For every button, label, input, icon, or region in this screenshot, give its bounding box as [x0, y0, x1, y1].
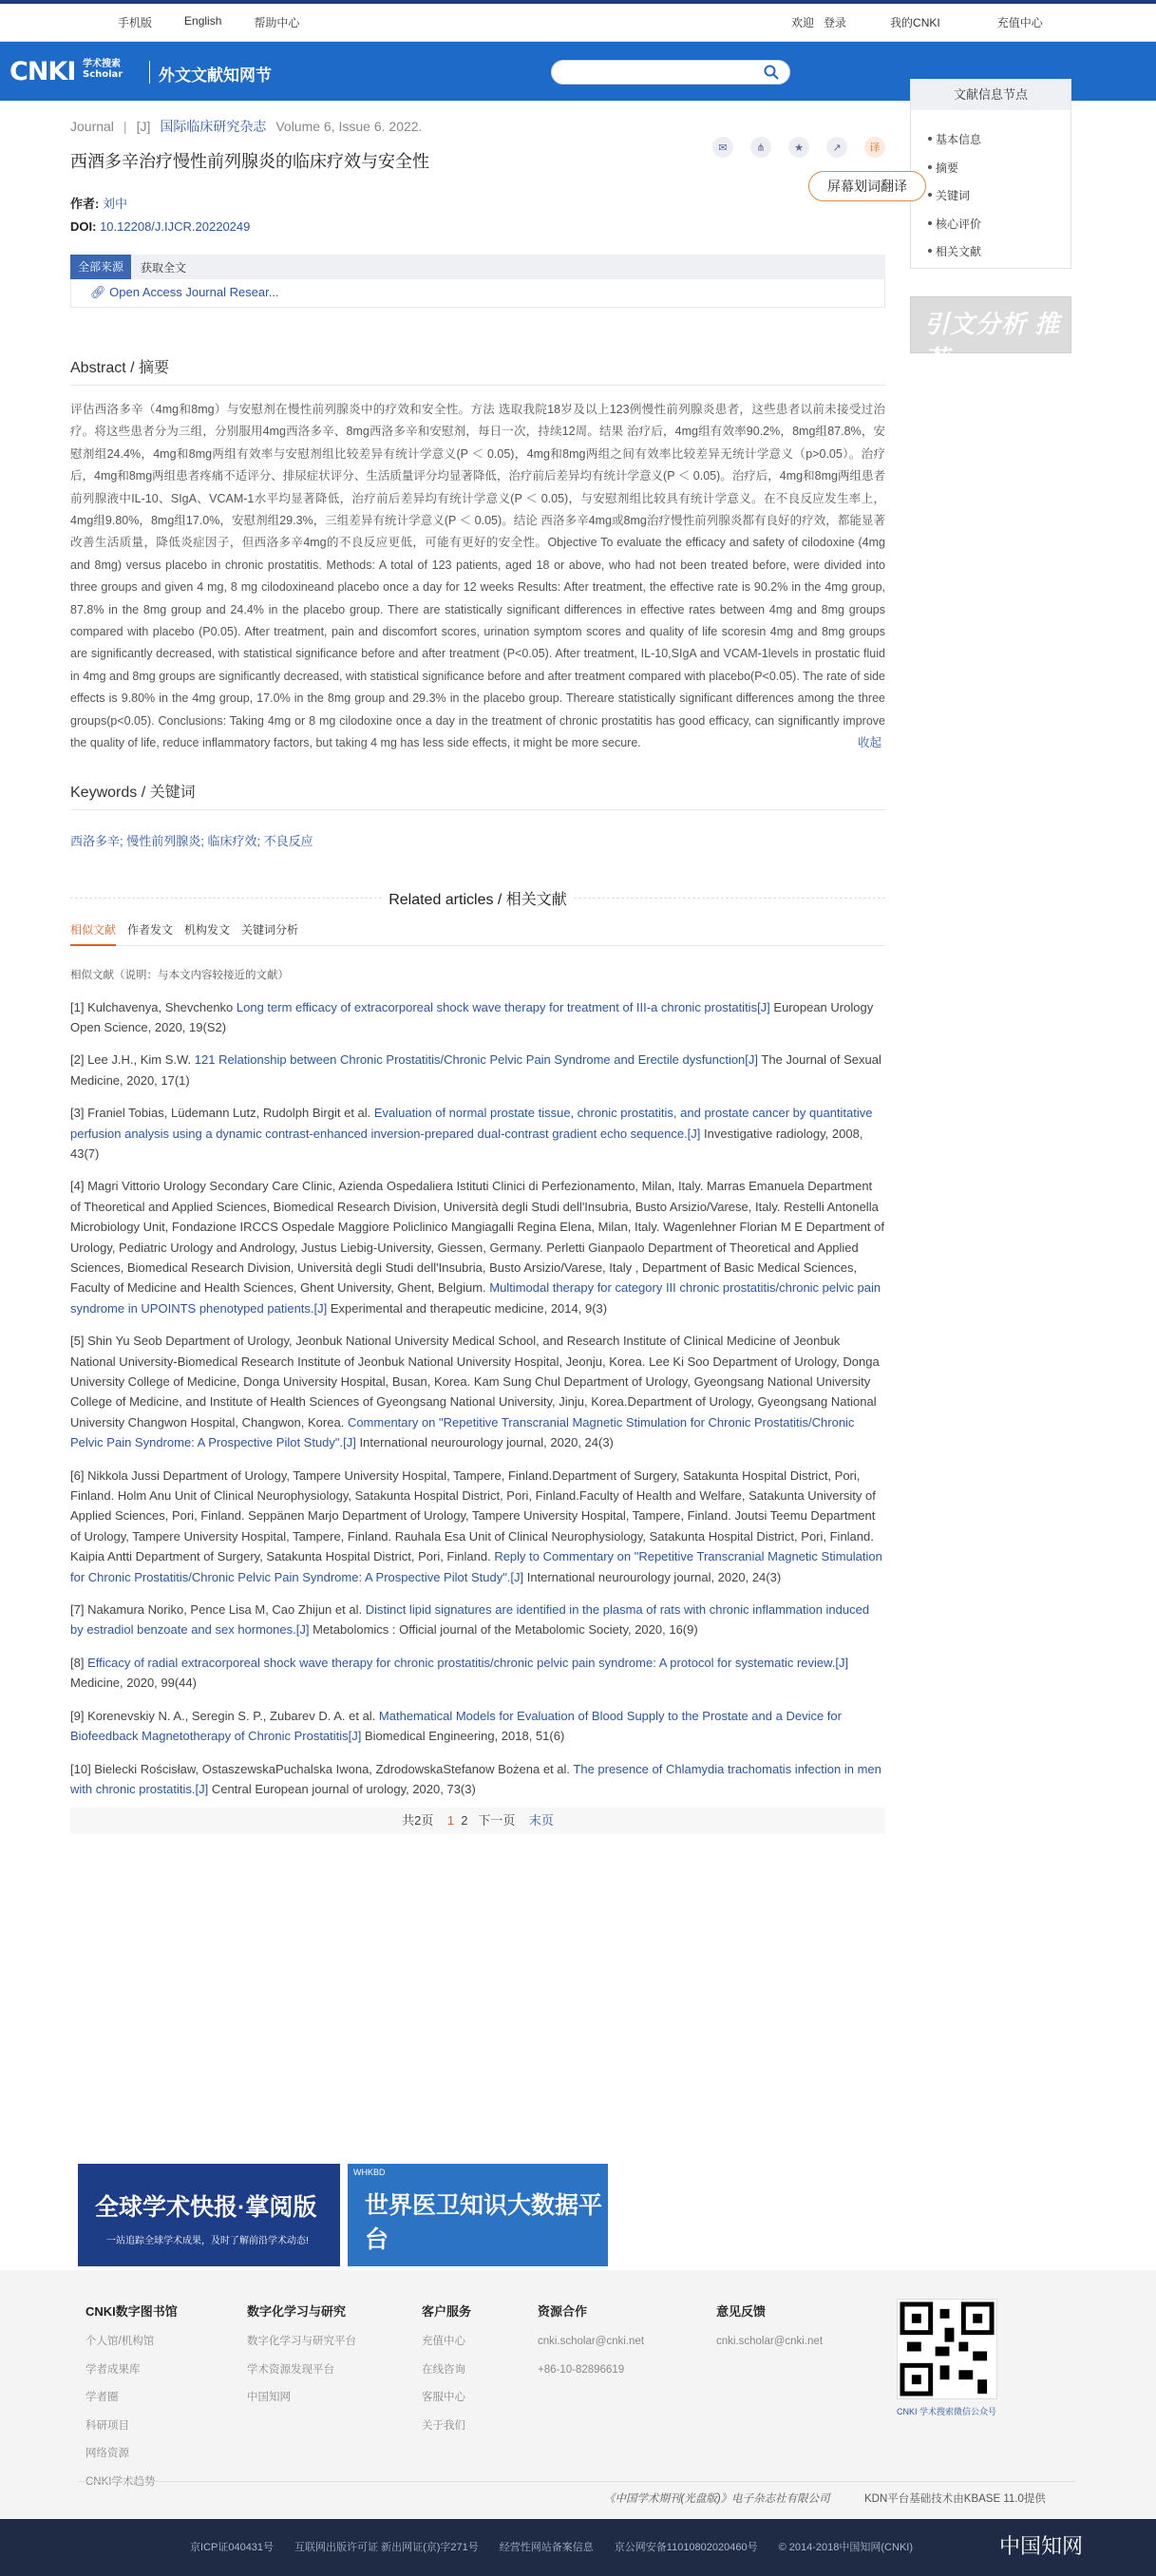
search-input[interactable] [551, 60, 790, 85]
recharge-link[interactable]: 充值中心 [996, 16, 1043, 29]
doi-row: DOI: 10.12208/J.IJCR.20220249 [70, 219, 251, 234]
open-access-link[interactable]: Open Access Journal Resear... [109, 285, 279, 299]
footer-link[interactable]: 学术资源发现平台 [247, 2363, 334, 2376]
footer-link[interactable]: 学者成果库 [85, 2363, 141, 2376]
cnki-logo[interactable]: CNKI 学术搜索 Scholar [9, 57, 123, 86]
qr-code [897, 2299, 997, 2399]
reference-link[interactable]: 121 Relationship between Chronic Prostatitis/Chronic Pelvic Pain Syndrome and Erectile dysfunction[J] [194, 1052, 759, 1068]
reference-item: [4] Magri Vittorio Urology Secondary Care Clinic, Azienda Ospedaliera Istituti Clinici di Perfezionamento, Milan, Italy. Marras Emanuela Department of Theoretical and Applied Sciences, Biomedical Research Division, Università degli Studi dell'Insubria, Busto Arsizio/Varese, Italy. Restelli Antonella Microbiology Unit, Fondazione IRCCS Ospedale Maggiore Policlinico Mangiagalli Regina Elena, Milan, Italy. Wagenlehner Florian M E Department of Urology, Pediatric Urology and Andrology, Justus Liebig-University, Giessen, Germany. Perletti Gianpaolo Department of Theoretical and Applied Sciences, Biomedical Research Division, Università degli Studi dell'Insubria, Busto Arsizio/Varese, Italy , Department of Basic Medical Sciences, Faculty of Medicine and Health Sciences, Ghent University, Ghent, Belgium. Multimodal therapy for category III chronic prostatitis/chronic pelvic pain syndrome in UPOINTS phenotyped patients.[J] Experimental and therapeutic medicine, 2014, 9(3) [70, 1179, 884, 1316]
keywords-links[interactable]: 西洛多辛; 慢性前列腺炎; 临床疗效; 不良反应 [70, 833, 313, 848]
my-cnki-link[interactable]: 我的CNKI [890, 16, 940, 29]
reference-link[interactable]: Evaluation of normal prostate tissue, chronic prostatitis, and prostate cancer by quantitative perfusion analysis using a dynamic contrast-enhanced inversion-prepared dual-contrast gradient echo sequence.[J] [70, 1106, 873, 1141]
nav-related[interactable]: 相关文献 [936, 243, 1071, 272]
related-heading: Related articles / 相关文献 [70, 887, 885, 908]
author-row: 作者: 刘中 [70, 197, 127, 211]
reference-link[interactable]: Mathematical Models for Evaluation of Blood Supply to the Prostate and a Device for Biofeedback Magnetotherapy of Chronic Prostatitis[J] [70, 1708, 842, 1744]
abstract-text: 评估西洛多辛（4mg和8mg）与安慰剂在慢性前列腺炎中的疗效和安全性。方法 选取我院18岁及以上123例慢性前列腺炎患者，这些患者以前未接受过治疗。将这些患者分为三组，分别服用4mg西洛多辛、8mg西洛多辛和安慰剂，每日一次，持续12周。结果 治疗后，4mg组有效率90.2%，8mg组87.8%，安慰剂组24.4%，4mg和8mg两组有效率与安慰剂组比较差异有统计学意义(P ＜ 0.05)，4mg和8mg两组之间有效率比较差异无统计学意义（p>0.05）。治疗后，4mg和8mg两组患者疼痛不适评分、排尿症状评分、生活质量评分均显著降低，治疗前后差异均有统计学意义(P ＜ 0.05)。治疗后，4mg和8mg两组患者前列腺液中IL-10、SIgA、VCAM-1水平均显著降低，治疗前后差异均有统计学意义(P ＜ 0.05)，与安慰剂组比较具有统计学意义。在不良反应发生率上，4mg组9.80%，8mg组17.0%，安慰剂组29.3%，三组差异有统计学意义(P ＜ 0.05)。结论 西洛多辛4mg或8mg治疗慢性前列腺炎都有良好的疗效，都能显著改善生活质量，降低炎症因子，但西洛多辛4mg的不良反应更低，可能有更好的安全性。Objective To evaluate the efficacy and safety of cilodoxine (4mg and 8mg) versus placebo in chronic prostatitis. Methods: A total of 123 patients, aged 18 or above, who had not been treated before, were divided into three groups and given 4 mg, 8 mg cilodoxineand placebo once a day for 12 weeks Results: After treatment, the effective rate is 90.2% in the 4mg group, 87.8% in the 8mg group and 24.4% in the placebo group. There are statistically significant differences in effective rates between 4mg and 8mg groups compared with placebo (P0.05). After treatment, pain and discomfort scores, urination symptom scores and quality of life scoresin 4mg and 8mg groups are significantly decreased, with statistical significance before and after treatment (P<0.05). After treatment, IL-10,SIgA and VCAM-1levels in prostatic fluid in 4mg and 8mg groups are significantly decreased, with statistical significance before and after treatment compared with placebo(P<0.05). The rate of side effects is 9.80% in the 4mg group, 17.0% in the 8mg group and 29.3% in the placebo group. Thereare statistically significant differences among the three groups(p<0.05). Conclusions: Taking 4mg or 8 mg cilodoxine once a day in the treatment of chronic prostatitis has good efficacy, can significantly improve the quality of life, reduce inflammatory factors, but taking 4 mg has less side effects, it might be more secure. [70, 403, 885, 750]
nav-keywords[interactable]: 关键词 [936, 187, 1071, 216]
tab-similar[interactable]: 相似文献 [70, 921, 116, 946]
scholar-express-banner[interactable]: 全球学术快报·掌阅版 一站追踪全球学术成果，及时了解前沿学术动态! [78, 2164, 340, 2266]
open-access-row [70, 279, 885, 308]
reference-item: [9] Korenevskiy N. A., Seregin S. P., Zubarev D. A. et al. Mathematical Models for Evaluation of Blood Supply to the Prostate and a Device for Biofeedback Magnetotherapy of Chronic Prostatitis[J] Biomedical Engineering, 2018, 51(6) [70, 1708, 842, 1744]
cnki-brand-logo: 中国知网 [999, 2535, 1084, 2559]
article-meta: Journal | [J] 国际临床研究杂志 Volume 6, Issue 6. 2022. [70, 119, 423, 134]
logo-divider [149, 61, 150, 84]
reference-link[interactable]: Long term efficacy of extracorporeal shock wave therapy for treatment of III-a chronic prostatitis[J] [236, 999, 770, 1014]
volume-info: Volume 6, Issue 6. 2022. [275, 119, 423, 134]
page-total: 共2页 [402, 1813, 434, 1828]
reference-item: [10] Bielecki Rościsław, OstaszewskaPuchalska Iwona, ZdrodowskaStefanow Bożena et al. The presence of Chlamydia trachomatis infection in men with chronic prostatitis.[J] Central European journal of urology, 2020, 73(3) [70, 1761, 881, 1796]
reference-item: [8] Efficacy of radial extracorporeal shock wave therapy for chronic prostatitis/chronic pelvic pain syndrome: A protocol for systematic review.[J] Medicine, 2020, 99(44) [70, 1655, 849, 1691]
reference-item: [6] Nikkola Jussi Department of Urology, Tampere University Hospital, Tampere, Finland.Department of Surgery, Satakunta Hospital District, Pori, Finland. Holm Anu Unit of Clinical Neurophysiology, Satakunta Hospital District, Pori, Finland.Faculty of Health and Welfare, Satakunta University of Applied Sciences, Pori, Finland. Seppänen Marjo Department of Urology, Tampere University Hospital, Tampere, Finland. Joutsi Teemu Department of Urology, Tampere University Hospital, Tampere, Finland. Rauhala Esa Unit of Clinical Neurophysiology, Satakunta Hospital District, Pori, Finland. Kaipia Antti Department of Surgery, Satakunta Hospital District, Pori, Finland. Reply to Commentary on "Repetitive Transcranial Magnetic Stimulation for Chronic Prostatitis/Chronic Pelvic Pain Syndrome: A Prospective Pilot Study".[J] International neurourology journal, 2020, 24(3) [70, 1468, 882, 1584]
reference-list [70, 997, 885, 1800]
translate-icon[interactable]: 译 [864, 137, 885, 158]
footer-link[interactable]: 科研项目 [85, 2419, 129, 2432]
footer-link[interactable]: 网络资源 [85, 2448, 129, 2459]
pagination [70, 1808, 885, 1834]
reference-item: [2] Lee J.H., Kim S.W. 121 Relationship between Chronic Prostatitis/Chronic Pelvic Pain Syndrome and Erectile dysfunction[J] The Journal of Sexual Medicine, 2020, 17(1) [70, 1052, 881, 1088]
keywords-list [70, 831, 885, 849]
reference-item: [7] Nakamura Noriko, Pence Lisa M, Cao Zhijun et al. Distinct lipid signatures are identified in the plasma of rats with chronic inflammation induced by estradiol benzoate and sex hormones.[J] Metabolomics : Official journal of the Metabolomic Society, 2020, 16(9) [70, 1602, 870, 1638]
abstract-body [70, 399, 885, 755]
reference-link[interactable]: Distinct lipid signatures are identified in the plasma of rats with chronic inflammation induced by estradiol benzoate and sex hormones.[J] [70, 1602, 870, 1638]
source-tabs [70, 255, 885, 279]
footer-email[interactable]: cnki.scholar@cnki.net [716, 2336, 824, 2347]
tab-author-pubs[interactable]: 作者发文 [127, 922, 174, 937]
reference-item: [1] Kulchavenya, Shevchenko Long term efficacy of extracorporeal shock wave therapy for treatment of III-a chronic prostatitis[J] European Urology Open Science, 2020, 19(S2) [70, 999, 874, 1034]
collapse-link[interactable]: 收起 [857, 736, 881, 750]
reference-link[interactable]: Multimodal therapy for category III chronic prostatitis/chronic pelvic pain syndrome in UPOINTS phenotyped patients.[J] [70, 1280, 881, 1316]
page-2[interactable]: 2 [461, 1813, 468, 1828]
bottom-bar [0, 2519, 1156, 2576]
footer-link[interactable]: 关于我们 [422, 2419, 465, 2432]
login-link[interactable]: 登录 [824, 16, 847, 29]
site-record[interactable]: 经营性网站备案信息 [499, 2542, 594, 2553]
journal-link[interactable]: 国际临床研究杂志 [160, 119, 267, 134]
footer-link[interactable]: 数字化学习与研究平台 [247, 2336, 356, 2347]
export-icon[interactable]: ↗ [826, 137, 847, 158]
qr-label: CNKI 学术搜索微信公众号 [897, 2407, 997, 2416]
search-icon[interactable] [764, 65, 779, 80]
footer-link[interactable]: CNKI学术趋势 [85, 2475, 156, 2488]
next-page[interactable]: 下一页 [478, 1813, 516, 1828]
footer-col-library: CNKI数字图书馆 个人馆/机构馆 学者成果库 学者圈 科研项目 网络资源 CNKI学术趋势 [85, 2303, 178, 2496]
reference-link[interactable]: Reply to Commentary on "Repetitive Transcranial Magnetic Stimulation for Chronic Prostatitis/Chronic Pelvic Pain Syndrome: A Prospective Pilot Study".[J] [70, 1549, 882, 1584]
medical-platform-banner[interactable]: WHKBD 世界医卫知识大数据平台 [348, 2164, 608, 2266]
welcome-text: 欢迎 [791, 16, 815, 29]
nav-abstract[interactable]: 摘要 [936, 160, 1071, 188]
mobile-link[interactable]: 手机版 [118, 16, 153, 29]
footer-link[interactable]: 客服中心 [422, 2392, 465, 2403]
similar-note: 相似文献（说明：与本文内容较接近的文献） [70, 969, 289, 981]
footer [0, 2270, 1156, 2519]
doc-code: [J] [136, 119, 151, 134]
last-page[interactable]: 末页 [528, 1813, 554, 1828]
translate-tooltip[interactable]: 屏幕划词翻译 [808, 171, 926, 201]
citation-analysis-banner[interactable]: 引文分析 推荐 [910, 296, 1071, 353]
nav-core-eval[interactable]: 核心评价 [936, 216, 1071, 244]
reference-link[interactable]: The presence of Chlamydia trachomatis infection in men with chronic prostatitis.[J] [70, 1761, 881, 1796]
footer-phone: +86-10-82896619 [538, 2363, 625, 2376]
doc-type: Journal [70, 119, 114, 134]
article-title: 西酒多辛治疗慢性前列腺炎的临床疗效与安全性 [70, 152, 429, 171]
publish-license[interactable]: 互联网出版许可证 新出网证(京)字271号 [294, 2542, 479, 2553]
security-record[interactable]: 京公网安备11010802020460号 [614, 2542, 758, 2553]
footer-col-learning: 数字化学习与研究 数字化学习与研究平台 学术资源发现平台 中国知网 [247, 2303, 356, 2413]
tab-keyword-analysis[interactable]: 关键词分析 [241, 922, 299, 937]
info-nodes-panel [910, 79, 1071, 269]
doi-link[interactable]: 10.12208/J.IJCR.20220249 [100, 219, 251, 234]
reference-item: [5] Shin Yu Seob Department of Urology, Jeonbuk National University Medical School, and Research Institute of Clinical Medicine of Jeonbuk National University-Biomedical Research Institute of Jeonbuk National University Hospital, Jeonju, Korea. Lee Ki Soo Department of Urology, Donga University College of Medicine, Donga University Hospital, Busan, Korea. Kam Sung Chul Department of Urology, Gyeongsang National University College of Medicine, and Institute of Health Sciences of Gyeongsang National University, Jinju, Korea.Department of Urology, Gyeongsang National University Changwon Hospital, Changwon, Korea. Commentary on "Repetitive Transcranial Magnetic Stimulation for Chronic Prostatitis/Chronic Pelvic Pain Syndrome: A Prospective Pilot Study".[J] International neurourology journal, 2020, 24(3) [70, 1334, 880, 1450]
footer-col-cooperation: 资源合作 cnki.scholar@cnki.net +86-10-82896619 [538, 2303, 644, 2384]
tab-all-sources[interactable]: 全部来源 [70, 255, 131, 279]
reference-link[interactable]: Commentary on "Repetitive Transcranial Magnetic Stimulation for Chronic Prostatitis/Chronic Pelvic Pain Syndrome: A Prospective Pilot Study".[J] [70, 1414, 855, 1450]
tab-fulltext[interactable]: 获取全文 [141, 260, 187, 275]
footer-link[interactable]: 中国知网 [247, 2392, 291, 2403]
footer-col-service: 客户服务 充值中心 在线咨询 客服中心 关于我们 [422, 2303, 471, 2440]
share-icon[interactable]: ⋔ [750, 137, 771, 158]
footer-link[interactable]: 个人馆/机构馆 [85, 2336, 155, 2347]
footer-col-feedback: 意见反馈 cnki.scholar@cnki.net [716, 2303, 823, 2357]
email-icon[interactable]: ✉ [712, 137, 733, 158]
footer-link[interactable]: 充值中心 [422, 2336, 465, 2347]
page-1[interactable]: 1 [446, 1813, 455, 1828]
link-icon: 🔗︎ [90, 285, 110, 299]
reference-link[interactable]: Efficacy of radial extracorporeal shock wave therapy for chronic prostatitis/chronic pelvic pain syndrome: A protocol for systematic review.[J] [87, 1655, 849, 1670]
tab-org-pubs[interactable]: 机构发文 [184, 922, 231, 937]
site-title: 外文文献知网节 [159, 66, 272, 85]
footer-email[interactable]: cnki.scholar@cnki.net [538, 2336, 645, 2347]
favorite-icon[interactable]: ★ [788, 137, 809, 158]
copyright: © 2014-2018中国知网(CNKI) [778, 2542, 913, 2553]
nav-basic-info[interactable]: 基本信息 [936, 131, 1071, 160]
author-link[interactable]: 刘中 [102, 197, 127, 211]
reference-item: [3] Franiel Tobias, Lüdemann Lutz, Rudolph Birgit et al. Evaluation of normal prostate tissue, chronic prostatitis, and prostate cancer by quantitative perfusion analysis using a dynamic contrast-enhanced inversion-prepared dual-contrast gradient echo sequence.[J] Investigative radiology, 2008, 43(7) [70, 1106, 873, 1161]
english-link[interactable]: English [184, 14, 222, 28]
footer-publisher: 《中国学术期刊(光盘版)》电子杂志社有限公司 [604, 2493, 830, 2505]
help-link[interactable]: 帮助中心 [254, 16, 300, 29]
footer-link[interactable]: 学者圈 [85, 2392, 119, 2403]
footer-link[interactable]: 在线咨询 [422, 2363, 465, 2376]
top-bar [0, 0, 1156, 42]
footer-platform: KDN平台基础技术由KBASE 11.0提供 [864, 2493, 1046, 2505]
abstract-heading: Abstract / 摘要 [70, 355, 885, 386]
footer-divider [78, 2481, 1075, 2482]
icp-license[interactable]: 京ICP证040431号 [190, 2542, 275, 2553]
info-nodes-title: 文献信息节点 [911, 80, 1071, 110]
keywords-heading: Keywords / 关键词 [70, 780, 885, 810]
related-tabs [70, 921, 885, 946]
action-icons [712, 137, 885, 158]
article-main [70, 114, 885, 1834]
